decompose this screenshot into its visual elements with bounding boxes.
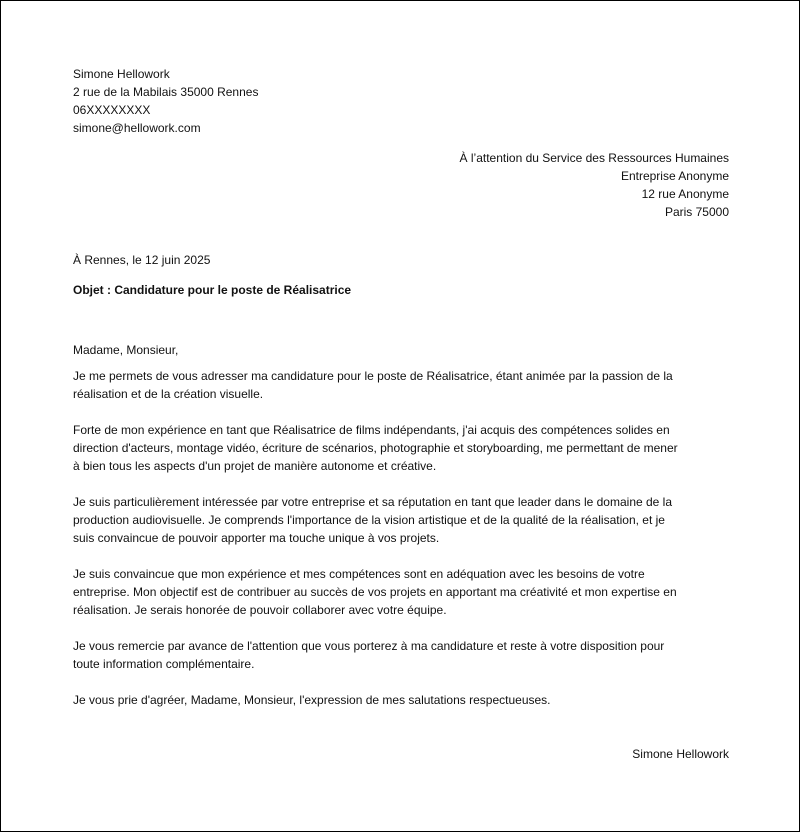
recipient-city: Paris 75000: [664, 205, 729, 219]
paragraph-line: direction d'acteurs, montage vidéo, écriture de scénarios, photographie et storyboarding, me permettant de mener: [73, 441, 678, 455]
sender-name: Simone Hellowork: [73, 67, 170, 81]
signature: Simone Hellowork: [632, 747, 729, 761]
recipient-street: 12 rue Anonyme: [641, 187, 729, 201]
paragraph-line: toute information complémentaire.: [73, 657, 255, 671]
recipient-company: Entreprise Anonyme: [620, 169, 729, 183]
body-paragraph: [73, 493, 729, 547]
body-paragraph: [73, 421, 729, 475]
recipient-block: [73, 149, 729, 221]
paragraph-line: Je vous prie d'agréer, Madame, Monsieur, l'expression de mes salutations respectueuses.: [73, 693, 551, 707]
paragraph-line: entreprise. Mon objectif est de contribuer au succès de vos projets en apportant ma créativité et mon expertise en: [73, 585, 677, 599]
paragraph-line: Forte de mon expérience en tant que Réalisatrice de films indépendants, j'ai acquis des compétences solides en: [73, 423, 670, 437]
sender-email: simone@hellowork.com: [73, 121, 201, 135]
letter-paragraphs: [73, 367, 729, 709]
body-paragraph: [73, 565, 729, 619]
subject-line: Objet : Candidature pour le poste de Réalisatrice: [73, 283, 352, 297]
body-paragraph: [73, 691, 729, 709]
sender-phone: 06XXXXXXXX: [73, 103, 151, 117]
paragraph-line: à bien tous les aspects d'un projet de manière autonome et créative.: [73, 459, 437, 473]
paragraph-line: Je vous remercie par avance de l'attention que vous porterez à ma candidature et reste à votre disposition pour: [73, 639, 665, 653]
body-paragraph: [73, 637, 729, 673]
paragraph-line: production audiovisuelle. Je comprends l'importance de la vision artistique et de la qualité de la réalisation, et je: [73, 513, 665, 527]
paragraph-line: Je me permets de vous adresser ma candidature pour le poste de Réalisatrice, étant animée par la passion de la: [73, 369, 673, 383]
body-paragraph: [73, 367, 729, 403]
salutation: Madame, Monsieur,: [73, 343, 179, 357]
sender-block: [73, 65, 729, 137]
paragraph-line: Je suis convaincue que mon expérience et mes compétences sont en adéquation avec les besoins de votre: [73, 567, 645, 581]
paragraph-line: réalisation. Je serais honorée de pouvoir collaborer avec votre équipe.: [73, 603, 447, 617]
letter-body: [73, 65, 729, 763]
paragraph-line: suis convaincue de pouvoir apporter ma touche unique à vos projets.: [73, 531, 440, 545]
recipient-attention: À l’attention du Service des Ressources Humaines: [459, 151, 729, 165]
date-line: À Rennes, le 12 juin 2025: [73, 253, 211, 267]
paragraph-line: réalisation et de la création visuelle.: [73, 387, 264, 401]
paragraph-line: Je suis particulièrement intéressée par votre entreprise et sa réputation en tant que leader dans le domaine de la: [73, 495, 673, 509]
sender-address: 2 rue de la Mabilais 35000 Rennes: [73, 85, 259, 99]
